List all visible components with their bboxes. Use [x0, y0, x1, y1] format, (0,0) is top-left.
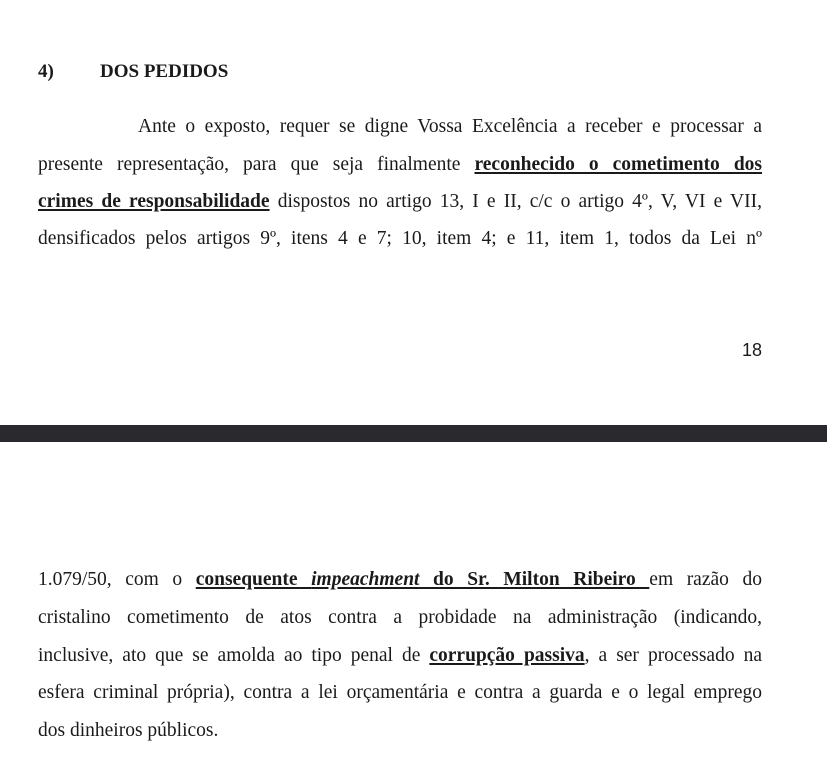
paragraph-line: cristalino cometimento de atos contra a probidade na administração (indicando, — [38, 607, 762, 628]
paragraph-line: esfera criminal própria), contra a lei orçamentária e contra a guarda e o legal emprego — [38, 682, 762, 703]
paragraph-line: presente representação, para que seja finalmente reconhecido o cometimento dos — [38, 154, 763, 175]
section-title: DOS PEDIDOS — [100, 61, 229, 82]
page-number: 18 — [741, 340, 762, 360]
paragraph-line: 1.079/50, com o consequente impeachment do Sr. Milton Ribeiro em razão do — [38, 569, 762, 590]
emphasis-underlined: consequente impeachment do Sr. Milton Ribeiro — [195, 569, 650, 590]
emphasis-underlined: corrupção passiva — [429, 645, 585, 666]
paragraph-line: crimes de responsabilidade dispostos no artigo 13, I e II, c/c o artigo 4º, V, VI e VII, — [38, 191, 763, 212]
section-heading — [38, 61, 228, 83]
paragraph-line: inclusive, ato que se amolda ao tipo penal de corrupção passiva, a ser processado na — [38, 645, 762, 666]
section-number: 4) — [38, 61, 54, 82]
document-page-19 — [0, 442, 827, 770]
emphasis-underlined: crimes de responsabilidade — [38, 191, 270, 212]
page-break-divider — [0, 425, 827, 442]
emphasis-underlined: reconhecido o cometimento dos — [474, 154, 763, 175]
paragraph-line: densificados pelos artigos 9º, itens 4 e 7; 10, item 4; e 11, item 1, todos da Lei nº — [38, 228, 762, 249]
paragraph-line: Ante o exposto, requer se digne Vossa Excelência a receber e processar a — [138, 116, 762, 137]
paragraph-line: dos dinheiros públicos. — [38, 720, 219, 741]
